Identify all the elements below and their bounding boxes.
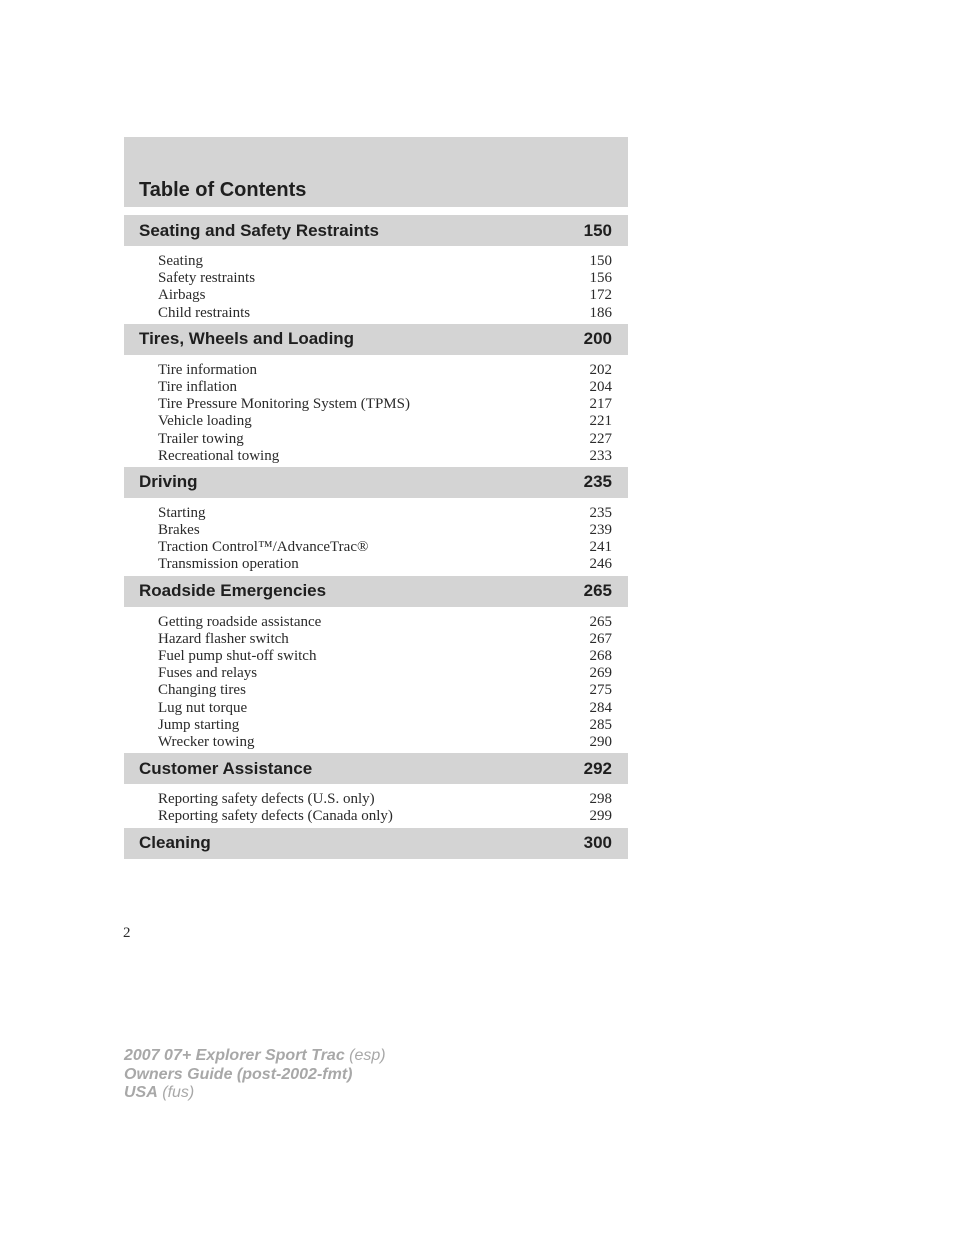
toc-title: Table of Contents: [139, 179, 307, 201]
page-number: 2: [123, 925, 131, 941]
list-item[interactable]: [158, 791, 612, 808]
item-label: Safety restraints: [158, 270, 256, 287]
footer-guide: Owners Guide (post-2002-fmt): [124, 1065, 353, 1083]
item-page: 202: [589, 361, 612, 378]
section-title: Cleaning: [139, 833, 211, 852]
section-header[interactable]: [124, 324, 628, 355]
section-page: 292: [583, 758, 612, 778]
item-label: Lug nut torque: [158, 699, 248, 716]
footer-model: 2007 07+ Explorer Sport Trac: [124, 1047, 345, 1064]
list-item[interactable]: [158, 648, 612, 665]
section-item-list: [124, 498, 628, 576]
section-title: Roadside Emergencies: [139, 581, 327, 601]
item-page: 298: [589, 791, 612, 808]
list-item[interactable]: [158, 665, 612, 682]
list-item[interactable]: [158, 556, 612, 573]
item-label: Starting: [158, 504, 206, 521]
list-item[interactable]: [158, 287, 612, 304]
section-item-list: [124, 355, 628, 467]
item-page: 233: [589, 447, 612, 464]
list-item[interactable]: [158, 362, 612, 379]
item-label: Transmission operation: [158, 556, 299, 573]
list-item[interactable]: [158, 505, 612, 522]
section-title: Tires, Wheels and Loading: [139, 329, 355, 349]
section-title: Seating and Safety Restraints: [139, 220, 379, 240]
footer-language-code: (esp): [349, 1047, 386, 1064]
item-label: Tire inflation: [158, 378, 238, 395]
item-label: Jump starting: [158, 716, 240, 733]
section-page: 235: [583, 472, 612, 492]
item-label: Reporting safety defects (Canada only): [158, 808, 393, 825]
item-page: 275: [589, 682, 612, 699]
list-item[interactable]: [158, 253, 612, 270]
item-page: 221: [589, 413, 612, 430]
item-page: 204: [589, 378, 612, 395]
item-page: 172: [589, 287, 612, 304]
item-label: Fuel pump shut-off switch: [158, 648, 317, 664]
item-label: Seating: [158, 253, 203, 269]
item-label: Reporting safety defects (U.S. only): [158, 791, 375, 808]
section-title: Driving: [139, 472, 198, 492]
divider: [124, 207, 628, 215]
section-title: Customer Assistance: [139, 758, 313, 778]
table-of-contents: [124, 137, 628, 859]
list-item[interactable]: [158, 717, 612, 734]
item-page: 217: [589, 396, 612, 413]
item-page: 290: [589, 733, 612, 750]
footer-line-1: [124, 1047, 386, 1066]
item-label: Tire Pressure Monitoring System (TPMS): [158, 396, 410, 413]
item-page: 150: [589, 253, 612, 269]
list-item[interactable]: [158, 270, 612, 287]
item-label: Recreational towing: [158, 447, 280, 464]
section-item-list: [124, 246, 628, 324]
item-page: 265: [589, 613, 612, 630]
list-item[interactable]: [158, 631, 612, 648]
list-item[interactable]: [158, 396, 612, 413]
footer-market: USA: [124, 1084, 158, 1101]
list-item[interactable]: [158, 734, 612, 751]
item-page: 299: [589, 808, 612, 825]
footer-market-code: (fus): [162, 1084, 195, 1101]
list-item[interactable]: [158, 379, 612, 396]
item-label: Tire information: [158, 361, 258, 378]
section-item-list: [124, 784, 628, 827]
item-label: Getting roadside assistance: [158, 613, 322, 630]
item-page: 268: [589, 648, 612, 664]
section-page: 150: [583, 220, 612, 240]
item-page: 267: [589, 630, 612, 647]
section-header[interactable]: [124, 215, 628, 246]
item-page: 186: [589, 304, 612, 321]
section-header[interactable]: [124, 828, 628, 859]
item-label: Airbags: [158, 287, 206, 304]
list-item[interactable]: [158, 522, 612, 539]
section-page: 300: [583, 833, 612, 852]
list-item[interactable]: [158, 539, 612, 556]
item-page: 156: [589, 270, 612, 287]
list-item[interactable]: [158, 808, 612, 825]
list-item[interactable]: [158, 700, 612, 717]
section-page: 265: [583, 581, 612, 601]
item-label: Hazard flasher switch: [158, 630, 289, 647]
list-item[interactable]: [158, 431, 612, 448]
section-header[interactable]: [124, 467, 628, 498]
item-label: Vehicle loading: [158, 413, 252, 430]
section-header[interactable]: [124, 576, 628, 607]
item-label: Wrecker towing: [158, 733, 255, 750]
toc-sections: [124, 215, 628, 859]
list-item[interactable]: [158, 614, 612, 631]
item-label: Traction Control™/AdvanceTrac®: [158, 539, 369, 556]
list-item[interactable]: [158, 682, 612, 699]
item-page: 285: [589, 716, 612, 733]
item-page: 246: [589, 556, 612, 573]
footer-line-2: [124, 1066, 386, 1085]
item-page: 235: [589, 504, 612, 521]
item-page: 284: [589, 699, 612, 716]
section-page: 200: [583, 329, 612, 349]
item-page: 227: [589, 430, 612, 447]
item-label: Brakes: [158, 522, 200, 539]
toc-title-box: [124, 137, 628, 207]
section-header[interactable]: [124, 753, 628, 784]
item-page: 239: [589, 522, 612, 539]
list-item[interactable]: [158, 413, 612, 430]
list-item[interactable]: [158, 305, 612, 322]
item-label: Changing tires: [158, 682, 246, 699]
item-label: Child restraints: [158, 304, 251, 321]
list-item[interactable]: [158, 448, 612, 465]
document-footer: [124, 1047, 386, 1103]
item-label: Trailer towing: [158, 430, 244, 447]
item-page: 269: [589, 665, 612, 682]
item-page: 241: [589, 539, 612, 556]
footer-line-3: [124, 1084, 386, 1103]
item-label: Fuses and relays: [158, 665, 258, 682]
section-item-list: [124, 607, 628, 754]
